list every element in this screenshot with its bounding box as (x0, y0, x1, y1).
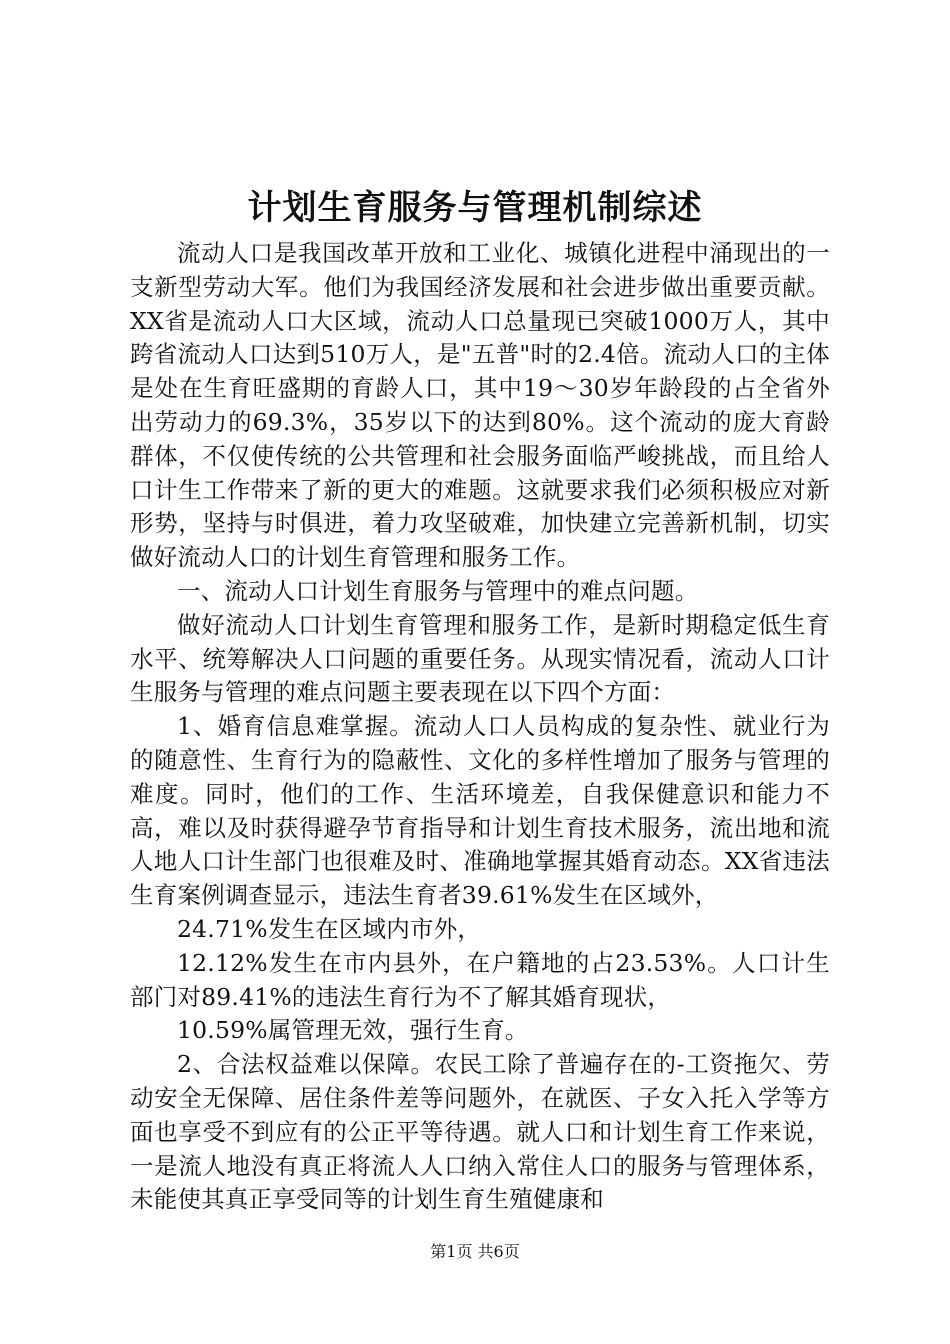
paragraph-point-1: 1、婚育信息难掌握。流动人口人员构成的复杂性、就业行为的随意性、生育行为的隐蔽性、文化的多样性增加了服务与管理的难度。同时，他们的工作、生活环境差，自我保健意识和能力不高，难以及时获得避孕节育指导和计划生育技术服务，流出地和流人地人口计生部门也很难及时、准确地掌握其婚育动态。XX省违法生育案例调查显示，违法生育者39.61%发生在区域外， (130, 712, 830, 910)
paragraph-intro: 流动人口是我国改革开放和工业化、城镇化进程中涌现出的一支新型劳动大军。他们为我国经济发展和社会进步做出重要贡献。XX省是流动人口大区域，流动人口总量现已突破1000万人，其中跨省流动人口达到510万人，是"五普"时的2.4倍。流动人口的主体是处在生育旺盛期的育龄人口，其中19～30岁年龄段的占全省外出劳动力的69.3%，35岁以下的达到80%。这个流动的庞大育龄群体，不仅使传统的公共管理和社会服务面临严峻挑战，而且给人口计生工作带来了新的更大的难题。这就要求我们必须积极应对新形势，坚持与时俱进，着力攻坚破难，加快建立完善新机制，切实做好流动人口的计划生育管理和服务工作。 (130, 239, 830, 572)
paragraph-stat-1: 24.71%发生在区域内市外， (177, 914, 482, 943)
document-body (130, 237, 830, 1217)
paragraph-stat-2: 12.12%发生在市内县外，在户籍地的占23.53%。人口计生部门对89.41%的违法生育行为不了解其婚育现状， (130, 948, 830, 1011)
paragraph-point-2: 2、合法权益难以保障。农民工除了普遍存在的-工资拖欠、劳动安全无保障、居住条件差等问题外，在就医、子女入托入学等方面也享受不到应有的公正平等待遇。就人口和计划生育工作来说，一是流人地没有真正将流人人口纳入常住人口的服务与管理体系，未能使其真正享受同等的计划生育生殖健康和 (130, 1050, 830, 1214)
paragraph-stat-3: 10.59%属管理无效，强行生育。 (177, 1016, 529, 1045)
document-title: 计划生育服务与管理机制综述 (247, 188, 703, 228)
page-footer: 第1页 共6页 (430, 1242, 520, 1261)
section-heading-1: 一、流动人口计划生育服务与管理中的难点问题。 (177, 576, 699, 605)
paragraph-section-1-intro: 做好流动人口计划生育管理和服务工作，是新时期稳定低生育水平、统筹解决人口问题的重要任务。从现实情况看，流动人口计生服务与管理的难点问题主要表现在以下四个方面： (130, 610, 830, 707)
